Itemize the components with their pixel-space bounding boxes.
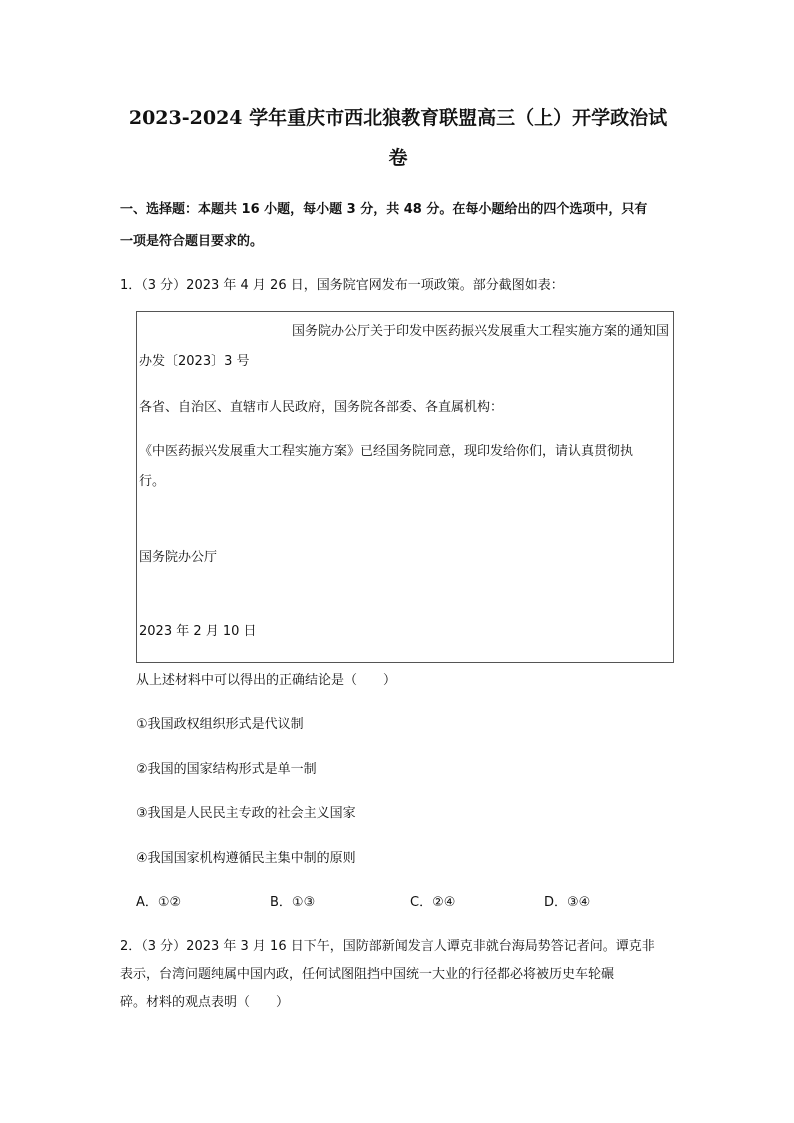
excerpt-body: 《中医药振兴发展重大工程实施方案》已经国务院同意，现印发给你们，请认真贯彻执 — [139, 444, 634, 459]
statement-3: ③我国是人民民主专政的社会主义国家 — [136, 806, 356, 821]
section-heading — [120, 194, 676, 258]
question-2-line-2: 表示，台湾问题纯属中国内政，任何试图阻挡中国统一大业的行径都必将被历史车轮碾 — [120, 967, 615, 982]
question-1-stem: 从上述材料中可以得出的正确结论是（ ） — [136, 673, 397, 688]
statement-4: ④我国国家机构遵循民主集中制的原则 — [136, 851, 356, 866]
excerpt-issuer: 国务院办公厅 — [139, 550, 218, 565]
question-2 — [120, 933, 676, 1017]
choice-d[interactable]: D．③④ — [544, 895, 591, 910]
choice-b[interactable]: B．①③ — [270, 895, 316, 910]
statement-2: ②我国的国家结构形式是单一制 — [136, 762, 317, 777]
title-line-2: 卷 — [388, 147, 408, 169]
document-excerpt-box — [136, 311, 674, 663]
excerpt-date: 2023 年 2 月 10 日 — [139, 624, 257, 639]
exam-title — [120, 98, 676, 178]
question-2-line-3: 碎。材料的观点表明（ ） — [120, 995, 290, 1010]
choice-a[interactable]: A．①② — [136, 895, 182, 910]
title-line-1: 2023-2024 学年重庆市西北狼教育联盟高三（上）开学政治试 — [128, 107, 668, 129]
section-line-1: 一、选择题：本题共 16 小题，每小题 3 分，共 48 分。在每小题给出的四个选项中，只有 — [120, 202, 648, 217]
excerpt-body-cont: 行。 — [139, 474, 166, 489]
excerpt-title: 国务院办公厅关于印发中医药振兴发展重大工程实施方案的通知国 — [291, 324, 669, 339]
excerpt-recipients: 各省、自治区、直辖市人民政府，国务院各部委、各直属机构： — [139, 400, 504, 415]
choice-c[interactable]: C．②④ — [410, 895, 456, 910]
excerpt-doc-number: 办发〔2023〕3 号 — [139, 354, 250, 369]
question-2-line-1: 2．（3 分）2023 年 3 月 16 日下午，国防部新闻发言人谭克非就台海局势答记者问。谭克非 — [120, 939, 655, 954]
section-line-2: 一项是符合题目要求的。 — [120, 234, 264, 249]
statement-1: ①我国政权组织形式是代议制 — [136, 717, 304, 732]
question-1-intro: 1．（3 分）2023 年 4 月 26 日，国务院官网发布一项政策。部分截图如表： — [120, 278, 564, 293]
